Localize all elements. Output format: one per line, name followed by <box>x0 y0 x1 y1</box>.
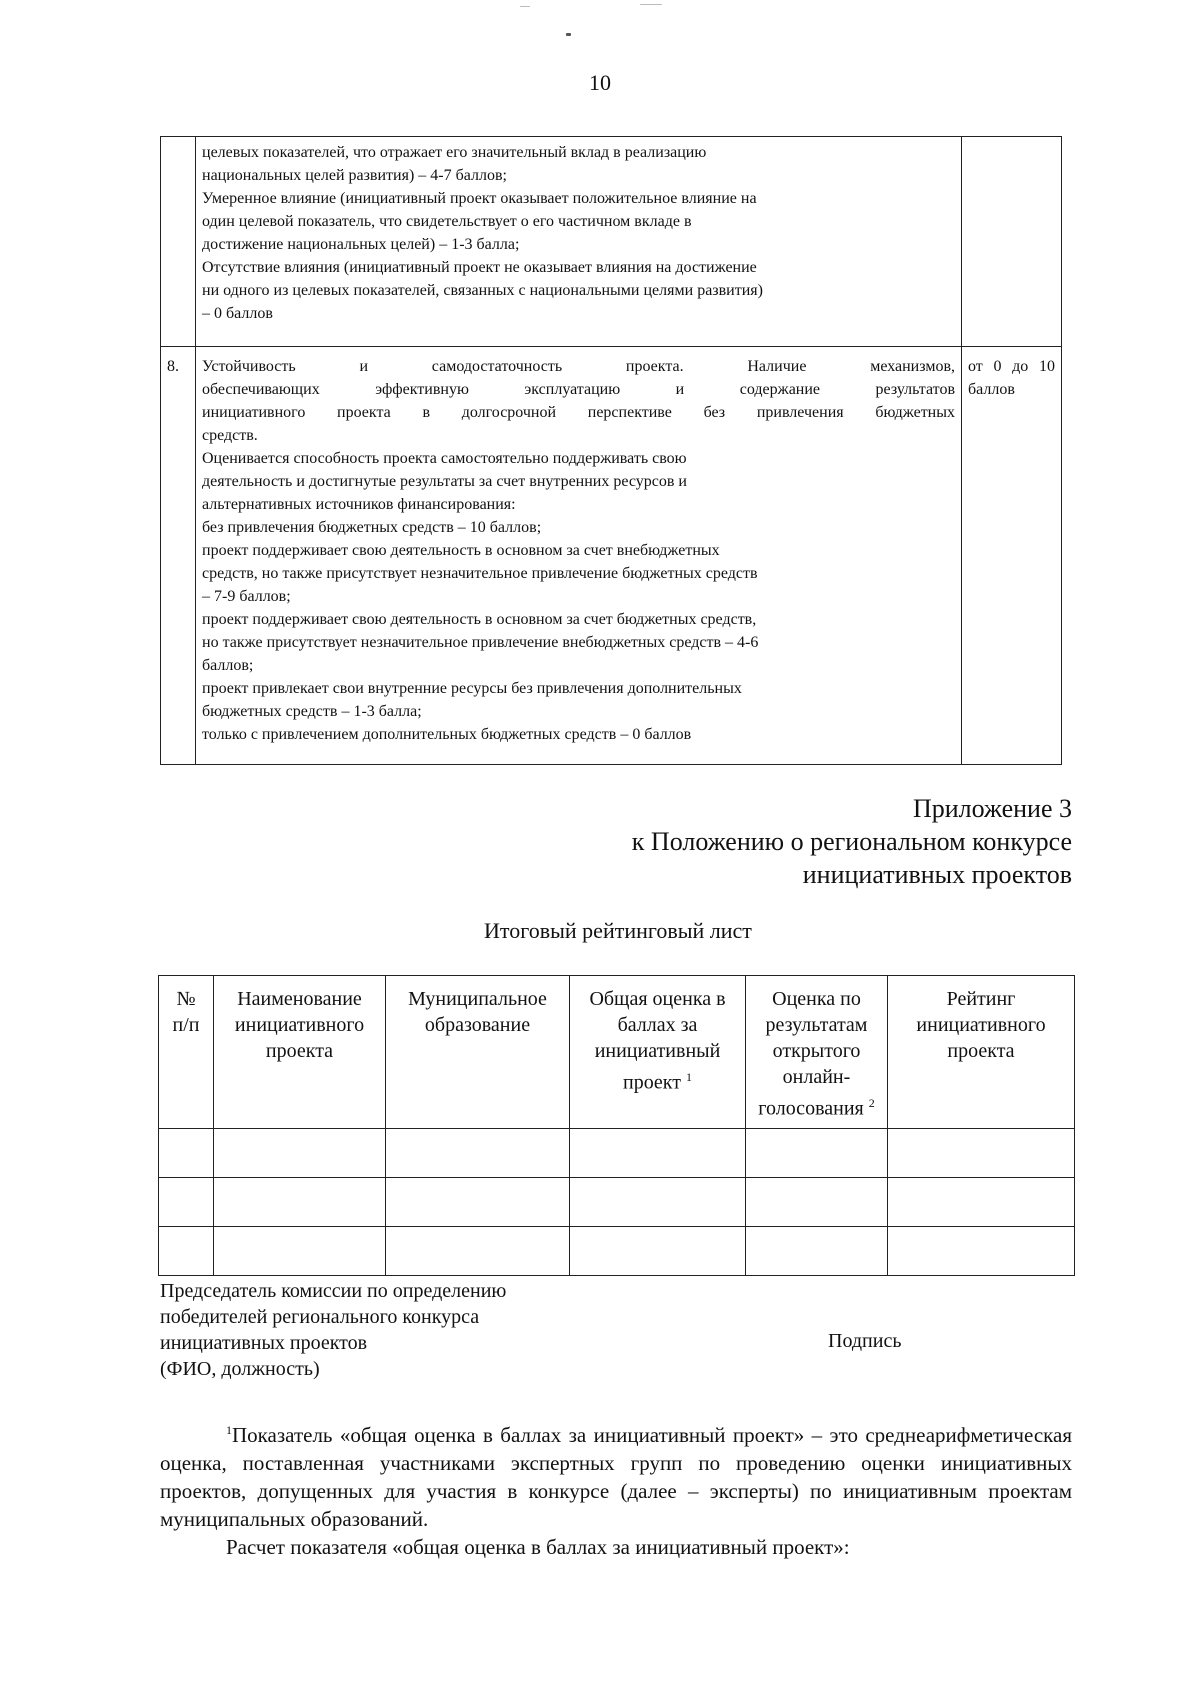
header-total-score: Общая оценка в баллах за инициативный проект $^1$ <box>570 976 746 1129</box>
criteria-line: целевых показателей, что отражает его значительный вклад в реализацию <box>202 144 707 161</box>
footnote-ref: 2 <box>868 1096 875 1110</box>
header-number: № п/п <box>159 976 214 1129</box>
criteria-line: Устойчивость и самодостаточность проекта. Наличие механизмов, <box>202 358 955 375</box>
criteria-line: деятельность и достигнутые результаты за счет внутренних ресурсов и <box>202 473 687 490</box>
criteria-line: – 7-9 баллов; <box>202 588 291 605</box>
criteria-line: проект поддерживает свою деятельность в основном за счет бюджетных средств, <box>202 611 757 628</box>
criteria-line: альтернативных источников финансирования: <box>202 496 516 513</box>
criteria-line: без привлечения бюджетных средств – 10 баллов; <box>202 519 542 536</box>
criteria-line: Умеренное влияние (инициативный проект оказывает положительное влияние на <box>202 190 757 207</box>
chair-line: (ФИО, должность) <box>160 1358 320 1380</box>
criteria-line: ни одного из целевых показателей, связанных с национальными целями развития) <box>202 282 763 299</box>
score-range: от 0 до 10 <box>968 358 1055 375</box>
rating-empty-row <box>159 1226 1075 1275</box>
criteria-score-cell <box>962 137 1062 347</box>
criteria-line: но также присутствует незначительное привлечение внебюджетных средств – 4-6 <box>202 634 759 651</box>
criteria-table <box>160 136 1062 765</box>
criteria-line: Оценивается способность проекта самостоятельно поддерживать свою <box>202 450 687 467</box>
footnote <box>160 1416 1072 1561</box>
scan-speck <box>520 6 530 7</box>
appendix-line: Приложение 3 <box>912 794 1072 823</box>
appendix-heading <box>632 792 1072 891</box>
criteria-line: достижение национальных целей) – 1-3 балла; <box>202 236 520 253</box>
chair-line: Председатель комиссии по определению <box>160 1280 507 1302</box>
rating-empty-row <box>159 1177 1075 1226</box>
criteria-line: национальных целей развития) – 4-7 баллов; <box>202 167 507 184</box>
signature-label: Подпись <box>828 1330 902 1352</box>
scan-speck <box>640 4 662 5</box>
criteria-line: только с привлечением дополнительных бюджетных средств – 0 баллов <box>202 726 692 743</box>
footnote-ref: 1 <box>686 1070 693 1084</box>
criteria-line: инициативного проекта в долгосрочной перспективе без привлечения бюджетных <box>202 404 955 421</box>
chair-line: инициативных проектов <box>160 1332 368 1354</box>
criteria-line: проект привлекает свои внутренние ресурсы без привлечения дополнительных <box>202 680 742 697</box>
criteria-line: проект поддерживает свою деятельность в основном за счет внебюджетных <box>202 542 720 559</box>
footnote-paragraph: Расчет показателя «общая оценка в баллах за инициативный проект»: <box>226 1535 850 1559</box>
header-online-vote: Оценка по результатам открытого онлайн- голосования $^2$ <box>746 976 888 1129</box>
commission-chair-block <box>160 1278 506 1382</box>
rating-empty-row <box>159 1128 1075 1177</box>
criteria-line: баллов; <box>202 657 254 674</box>
header-rating: Рейтинг инициативного проекта <box>888 976 1075 1129</box>
criteria-number-cell <box>161 137 196 347</box>
criteria-row <box>161 137 1062 347</box>
appendix-line: к Положению о региональном конкурсе <box>631 827 1072 856</box>
criteria-description-cell <box>196 137 962 347</box>
criteria-line: бюджетных средств – 1-3 балла; <box>202 703 422 720</box>
criteria-line: Отсутствие влияния (инициативный проект не оказывает влияния на достижение <box>202 259 757 276</box>
criteria-row <box>161 347 1062 765</box>
criteria-number-cell: 8. <box>161 347 196 765</box>
criteria-score-cell <box>962 347 1062 765</box>
footnote-marker: 1 <box>226 1423 232 1437</box>
criteria-line: обеспечивающих эффективную эксплуатацию и содержание результатов <box>202 381 955 398</box>
scan-speck <box>566 33 571 36</box>
criteria-description-cell <box>196 347 962 765</box>
criteria-line: один целевой показатель, что свидетельствует о его частичном вкладе в <box>202 213 692 230</box>
page-number: 10 <box>589 70 611 95</box>
criteria-line: средств. <box>202 427 258 444</box>
criteria-line: средств, но также присутствует незначительное привлечение бюджетных средств <box>202 565 758 582</box>
criteria-line: – 0 баллов <box>202 305 273 322</box>
header-project-name: Наименование инициативного проекта <box>214 976 386 1129</box>
header-municipality: Муниципальное образование <box>386 976 570 1129</box>
rating-table <box>158 975 1075 1276</box>
sheet-title: Итоговый рейтинговый лист <box>484 918 752 943</box>
rating-header-row <box>159 976 1075 1129</box>
appendix-line: инициативных проектов <box>802 860 1072 889</box>
chair-line: победителей регионального конкурса <box>160 1306 480 1328</box>
score-unit: баллов <box>968 381 1015 398</box>
footnote-paragraph: $^1$Показатель «общая оценка в баллах за инициативный проект» – это среднеарифметическая оценка, поставленная участниками экспертных групп по проведению оценки инициативных проектов, допущенных для участия в конкурсе (далее – эксперты) по инициативным проектам муниципальных образований. <box>160 1423 1072 1531</box>
